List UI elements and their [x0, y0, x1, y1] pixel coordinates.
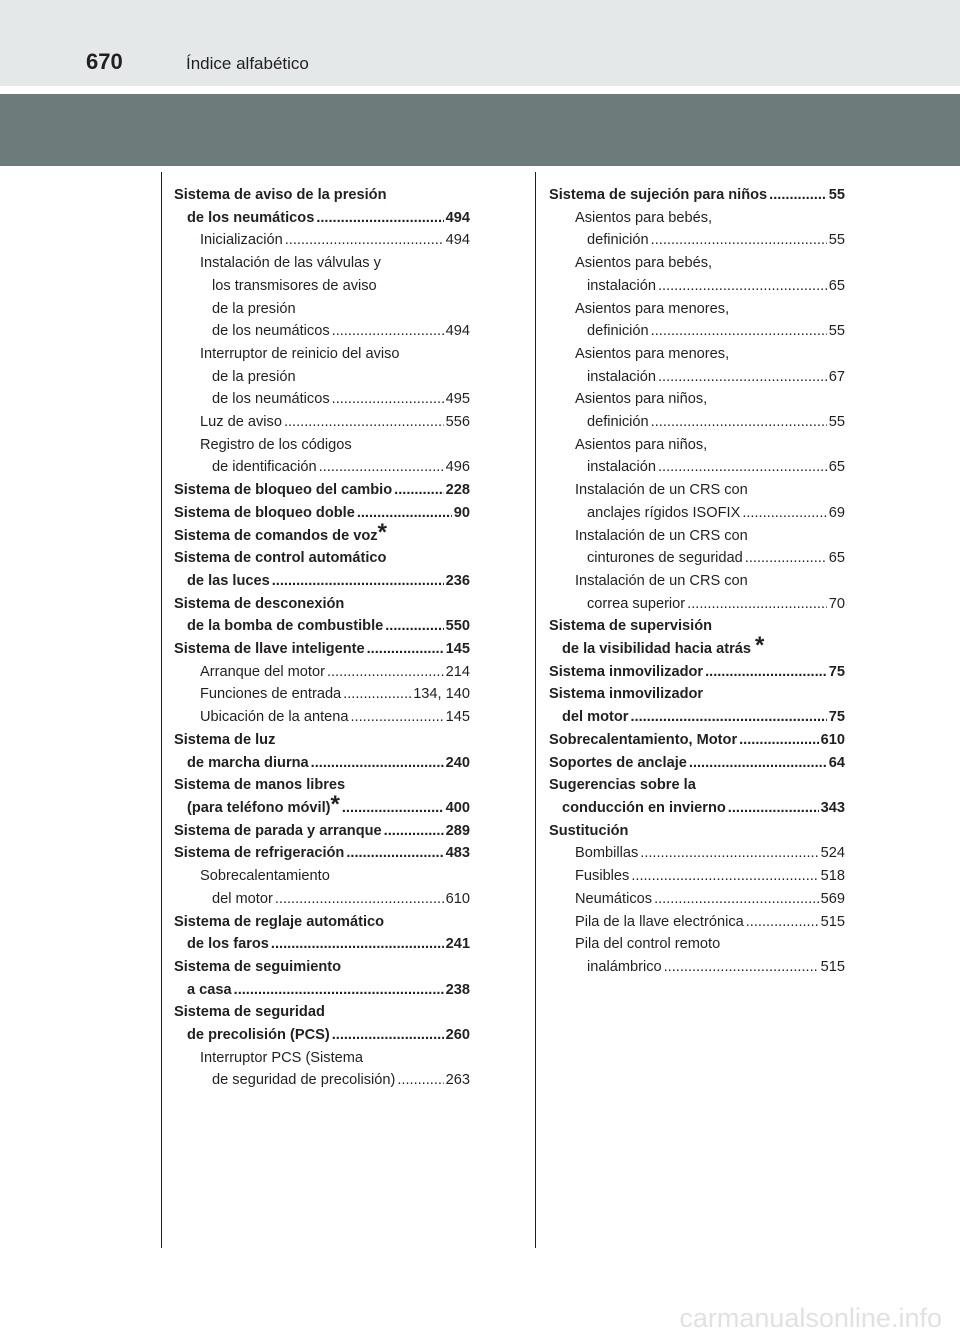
index-subentry [549, 207, 845, 252]
index-subentry [549, 298, 845, 343]
page-reference: 228 [445, 482, 470, 499]
page-reference: 260 [445, 1027, 470, 1044]
page-reference: 496 [445, 459, 470, 476]
entry-text: de la bomba de combustible [187, 618, 384, 635]
entry-text: instalación [587, 368, 656, 385]
page-reference: 494 [445, 232, 470, 249]
index-entry [549, 752, 845, 775]
entry-text: correa superior [587, 595, 686, 612]
index-entry [549, 820, 845, 843]
entry-text: Pila del control remoto [575, 936, 721, 953]
index-subentry [549, 888, 845, 911]
entry-text: definición [587, 232, 649, 249]
entry-text: Soportes de anclaje [549, 754, 687, 771]
dot-leader [658, 456, 827, 479]
dot-leader [745, 547, 827, 570]
entry-text: de los neumáticos [187, 209, 315, 226]
page-reference: 67 [828, 368, 845, 385]
entry-text: de precolisión (PCS) [187, 1027, 330, 1044]
dot-leader [272, 570, 444, 593]
page-reference: 75 [828, 709, 845, 726]
index-subentry [174, 252, 470, 343]
dot-leader [346, 842, 443, 865]
entry-text: conducción en invierno [562, 799, 726, 816]
entry-text: de la presión [212, 300, 296, 317]
page-reference: 75 [828, 663, 845, 680]
entry-text: Sistema de comandos de voz [174, 527, 378, 544]
entry-text: a casa [187, 981, 232, 998]
entry-text: Sistema de seguimiento [174, 958, 342, 975]
page-reference: 55 [828, 232, 845, 249]
dot-leader [367, 638, 444, 661]
column-rule-middle [535, 172, 536, 1248]
dot-leader [631, 865, 818, 888]
dot-leader [689, 752, 827, 775]
entry-text: Arranque del motor [200, 663, 325, 680]
index-subentry [549, 865, 845, 888]
index-subentry [174, 865, 470, 910]
page-reference: 65 [828, 277, 845, 294]
index-entry: Sistema de manos libres (para teléfono móvil) * ..... 400 [174, 774, 470, 819]
dot-leader [651, 411, 827, 434]
entry-text: Ubicación de la antena [200, 709, 349, 726]
entry-text: del motor [562, 709, 629, 726]
dot-leader [271, 933, 444, 956]
entry-text: Funciones de entrada [200, 686, 342, 703]
dot-leader [357, 502, 452, 525]
index-subentry [174, 229, 470, 252]
entry-text: Luz de aviso [200, 414, 282, 431]
entry-text: Neumáticos [575, 890, 653, 907]
dot-leader [332, 388, 444, 411]
page-reference: 518 [820, 868, 845, 885]
page-reference: 610 [445, 890, 470, 907]
page-reference: 569 [820, 890, 845, 907]
entry-text: Fusibles [575, 868, 630, 885]
entry-text: de identificación [212, 459, 317, 476]
entry-text: definición [587, 323, 649, 340]
index-entry [174, 638, 470, 661]
entry-text: anclajes rígidos ISOFIX [587, 504, 741, 521]
index-entry [549, 184, 845, 207]
entry-text: (para teléfono móvil) [187, 799, 331, 816]
entry-text: de seguridad de precolisión) [212, 1072, 396, 1089]
index-subentry [549, 252, 845, 297]
entry-text: de los neumáticos [212, 391, 330, 408]
entry-text: cinturones de seguridad [587, 550, 743, 567]
dot-leader [687, 593, 827, 616]
page-reference: 515 [820, 958, 845, 975]
dot-leader [664, 956, 819, 979]
entry-text: Sistema inmovilizador [549, 663, 704, 680]
entry-text: Asientos para menores, [575, 345, 730, 362]
entry-text: Asientos para niños, [575, 391, 708, 408]
page-reference: 494 [445, 323, 470, 340]
dot-leader [342, 797, 444, 820]
page-reference: 145 [445, 709, 470, 726]
entry-text: Asientos para bebés, [575, 209, 713, 226]
entry-text: Inicialización [200, 232, 283, 249]
entry-text: Interruptor PCS (Sistema [200, 1049, 364, 1066]
index-subentry [549, 570, 845, 615]
page-reference: 483 [445, 845, 470, 862]
entry-text: Sistema de control automático [174, 550, 387, 567]
dot-leader [769, 184, 827, 207]
entry-text: de la presión [212, 368, 296, 385]
dot-leader [742, 502, 826, 525]
entry-text: Sistema de refrigeración [174, 845, 345, 862]
page-reference: 236 [445, 572, 470, 589]
index-subentry [549, 933, 845, 978]
entry-text: Sistema de luz [174, 731, 276, 748]
page-reference: 550 [445, 618, 470, 635]
page-reference: 90 [453, 504, 470, 521]
dot-leader [630, 706, 826, 729]
dot-leader [343, 683, 411, 706]
page-reference: 134, 140 [413, 686, 470, 703]
page-number: 670 [86, 49, 123, 74]
dot-leader [384, 820, 444, 843]
entry-text: Sistema de bloqueo del cambio [174, 482, 393, 499]
watermark: carmanualsonline.info [679, 1303, 942, 1333]
index-entry [174, 820, 470, 843]
dot-leader [654, 888, 819, 911]
page-reference: 55 [828, 414, 845, 431]
dot-leader [746, 911, 819, 934]
dot-leader [739, 729, 819, 752]
dot-leader [728, 797, 819, 820]
entry-text: de los neumáticos [212, 323, 330, 340]
index-subentry [174, 706, 470, 729]
page-reference: 64 [828, 754, 845, 771]
page-reference: 263 [445, 1072, 470, 1089]
page-reference: 238 [445, 981, 470, 998]
index-subentry [549, 842, 845, 865]
dot-leader [332, 1024, 444, 1047]
dot-leader [651, 320, 827, 343]
entry-text: Asientos para bebés, [575, 255, 713, 272]
index-subentry [549, 434, 845, 479]
dot-leader [316, 207, 443, 230]
index-subentry [174, 343, 470, 411]
entry-text: del motor [212, 890, 273, 907]
index-entry [174, 184, 470, 229]
index-column-right [549, 184, 845, 979]
index-entry [549, 774, 845, 819]
dot-leader [319, 456, 444, 479]
entry-text: Instalación de un CRS con [575, 572, 748, 589]
index-entry [174, 593, 470, 638]
entry-text: Instalación de un CRS con [575, 527, 748, 544]
dot-leader [332, 320, 444, 343]
dot-leader [397, 1069, 443, 1092]
page-reference: 400 [445, 799, 470, 816]
entry-text: definición [587, 414, 649, 431]
dot-leader [350, 706, 443, 729]
entry-text: Pila de la llave electrónica [575, 913, 744, 930]
dot-leader [394, 479, 443, 502]
index-subentry [549, 479, 845, 524]
index-subentry [549, 343, 845, 388]
index-entry [174, 842, 470, 865]
entry-text: inalámbrico [587, 958, 662, 975]
page-reference: 65 [828, 550, 845, 567]
section-title: Índice alfabético [186, 54, 309, 73]
index-entry [174, 502, 470, 525]
page-reference: 65 [828, 459, 845, 476]
dot-leader [658, 275, 827, 298]
entry-text: Sobrecalentamiento, Motor [549, 731, 738, 748]
index-entry [174, 479, 470, 502]
entry-text: los transmisores de aviso [212, 277, 377, 294]
dot-leader [284, 411, 444, 434]
page-reference: 515 [820, 913, 845, 930]
dot-leader [285, 229, 444, 252]
dot-leader [311, 752, 444, 775]
page-reference: 70 [828, 595, 845, 612]
page-reference: 556 [445, 414, 470, 431]
index-subentry [174, 1047, 470, 1092]
entry-text: Sistema inmovilizador [549, 686, 704, 703]
dot-leader [234, 979, 444, 1002]
entry-text: Sistema de desconexión [174, 595, 345, 612]
dot-leader [385, 615, 443, 638]
entry-text: Interruptor de reinicio del aviso [200, 345, 400, 362]
index-entry: Sistema de comandos de voz * [174, 518, 387, 546]
entry-text: Sistema de manos libres [174, 777, 346, 794]
entry-text: Sistema de bloqueo doble [174, 504, 355, 521]
entry-text: Sistema de supervisión [549, 618, 713, 635]
page-reference: 495 [445, 391, 470, 408]
index-subentry [174, 683, 470, 706]
page-reference: 55 [828, 323, 845, 340]
page-reference: 343 [820, 799, 845, 816]
index-entry [174, 729, 470, 774]
entry-text: Sistema de sujeción para niños [549, 187, 768, 203]
page-reference: 241 [445, 936, 470, 953]
index-subentry [549, 388, 845, 433]
entry-text: Sistema de seguridad [174, 1004, 325, 1021]
index-subentry [549, 525, 845, 570]
entry-text: Bombillas [575, 845, 639, 862]
entry-text: instalación [587, 459, 656, 476]
index-subentry [549, 911, 845, 934]
page-reference: 145 [445, 641, 470, 658]
index-subentry [174, 411, 470, 434]
entry-text: Sobrecalentamiento [200, 868, 330, 885]
dot-leader [640, 842, 818, 865]
index-subentry [174, 661, 470, 684]
index-entry [174, 956, 470, 1001]
index-entry [174, 547, 470, 592]
entry-text: Sistema de aviso de la presión [174, 187, 387, 203]
entry-text: de marcha diurna [187, 754, 309, 771]
index-entry [549, 729, 845, 752]
entry-text: Sustitución [549, 822, 629, 839]
page-reference: 289 [445, 822, 470, 839]
dot-leader [275, 888, 444, 911]
entry-text: Asientos para menores, [575, 300, 730, 317]
index-entry: Sistema de supervisión de la visibilidad hacia atrás * [549, 615, 845, 660]
index-entry [174, 911, 470, 956]
index-column-left [174, 184, 470, 1092]
entry-text: Sistema de llave inteligente [174, 641, 365, 658]
entry-text: instalación [587, 277, 656, 294]
dot-leader [705, 661, 827, 684]
page-reference: 494 [445, 209, 470, 226]
page-reference: 240 [445, 754, 470, 771]
index-subentry [174, 434, 470, 479]
entry-text: Sistema de reglaje automático [174, 913, 385, 930]
header-band [0, 94, 960, 166]
entry-text: de las luces [187, 572, 270, 589]
entry-text: de la visibilidad hacia atrás [562, 641, 756, 658]
index-entry [549, 683, 845, 728]
index-entry [549, 661, 845, 684]
index-entry [174, 1001, 470, 1046]
entry-text: Instalación de un CRS con [575, 482, 748, 499]
dot-leader [658, 366, 827, 389]
dot-leader [327, 661, 444, 684]
page-reference: 610 [820, 731, 845, 748]
entry-text: Sugerencias sobre la [549, 777, 696, 794]
column-rule-left [161, 172, 162, 1248]
page-reference: 524 [820, 845, 845, 862]
entry-text: de los faros [187, 936, 269, 953]
page-reference: 69 [828, 504, 845, 521]
entry-text: Sistema de parada y arranque [174, 822, 382, 839]
entry-text: Registro de los códigos [200, 436, 352, 453]
dot-leader [651, 229, 827, 252]
entry-text: Asientos para niños, [575, 436, 708, 453]
header-bar [0, 0, 960, 86]
entry-text: Instalación de las válvulas y [200, 255, 381, 272]
page-reference: 55 [828, 187, 845, 203]
page-reference: 214 [445, 663, 470, 680]
